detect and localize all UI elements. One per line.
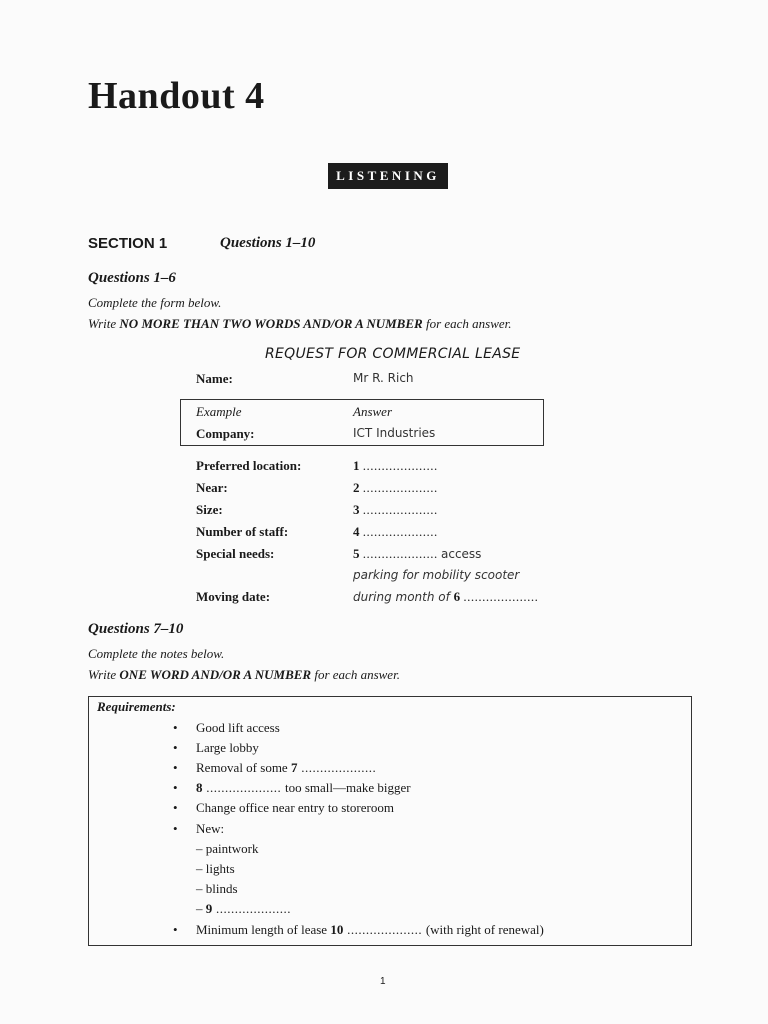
requirements-label: Requirements: [97,699,176,714]
page-title: Handout 4 [88,75,265,117]
section-questions-range: Questions 1–10 [220,235,316,251]
bullet-icon: • [173,922,178,937]
word-limit-instruction: Write ONE WORD AND/OR A NUMBER for each answer. [88,667,400,682]
answer-blank-1[interactable]: 1 .................... [353,458,438,473]
form-row-label: Preferred location: [196,458,302,473]
section-label: SECTION 1 [88,235,168,252]
answer-blank-5[interactable]: 5 .................... access [353,546,482,561]
form-row-label: Special needs: [196,546,275,561]
questions-7-10-heading: Questions 7–10 [88,621,184,637]
form-title: REQUEST FOR COMMERCIAL LEASE [265,346,521,362]
moving-date-label: Moving date: [196,589,271,604]
sub-item: – lights [196,861,235,876]
form-row-label: Near: [196,480,228,495]
page-number: 1 [380,976,386,987]
special-needs-extra: parking for mobility scooter [353,568,520,582]
requirement-item: Large lobby [196,740,259,755]
answer-blank-10[interactable]: Minimum length of lease 10 .................... (with right of renewal) [196,922,544,937]
bullet-icon: • [173,720,178,735]
requirement-item: New: [196,821,225,836]
form-instruction: Complete the form below. [88,295,222,310]
name-value: Mr R. Rich [353,371,414,385]
requirement-item: Change office near entry to storeroom [196,800,394,815]
sub-item: – blinds [196,881,238,896]
bullet-icon: • [173,780,178,795]
example-label: Example [196,404,242,419]
answer-blank-6[interactable]: during month of 6 .................... [353,589,539,604]
questions-1-6-heading: Questions 1–6 [88,270,176,286]
answer-label: Answer [353,404,392,419]
notes-box [88,696,692,946]
notes-instruction: Complete the notes below. [88,646,225,661]
bullet-icon: • [173,800,178,815]
company-label: Company: [196,426,255,441]
answer-blank-7[interactable]: Removal of some 7 .................... [196,760,377,775]
listening-badge: LISTENING [329,164,447,188]
name-label: Name: [196,371,233,386]
form-row-label: Size: [196,502,223,517]
answer-blank-3[interactable]: 3 .................... [353,502,438,517]
answer-blank-9[interactable]: – 9 .................... [196,901,291,916]
form-row-label: Number of staff: [196,524,289,539]
requirement-item: Good lift access [196,720,280,735]
bullet-icon: • [173,821,178,836]
answer-blank-2[interactable]: 2 .................... [353,480,438,495]
bullet-icon: • [173,760,178,775]
company-value: ICT Industries [353,426,436,440]
word-limit-instruction: Write NO MORE THAN TWO WORDS AND/OR A NUMBER for each answer. [88,316,512,331]
sub-item: – paintwork [196,841,259,856]
answer-blank-4[interactable]: 4 .................... [353,524,438,539]
answer-blank-8[interactable]: 8 .................... too small—make bigger [196,780,411,795]
bullet-icon: • [173,740,178,755]
